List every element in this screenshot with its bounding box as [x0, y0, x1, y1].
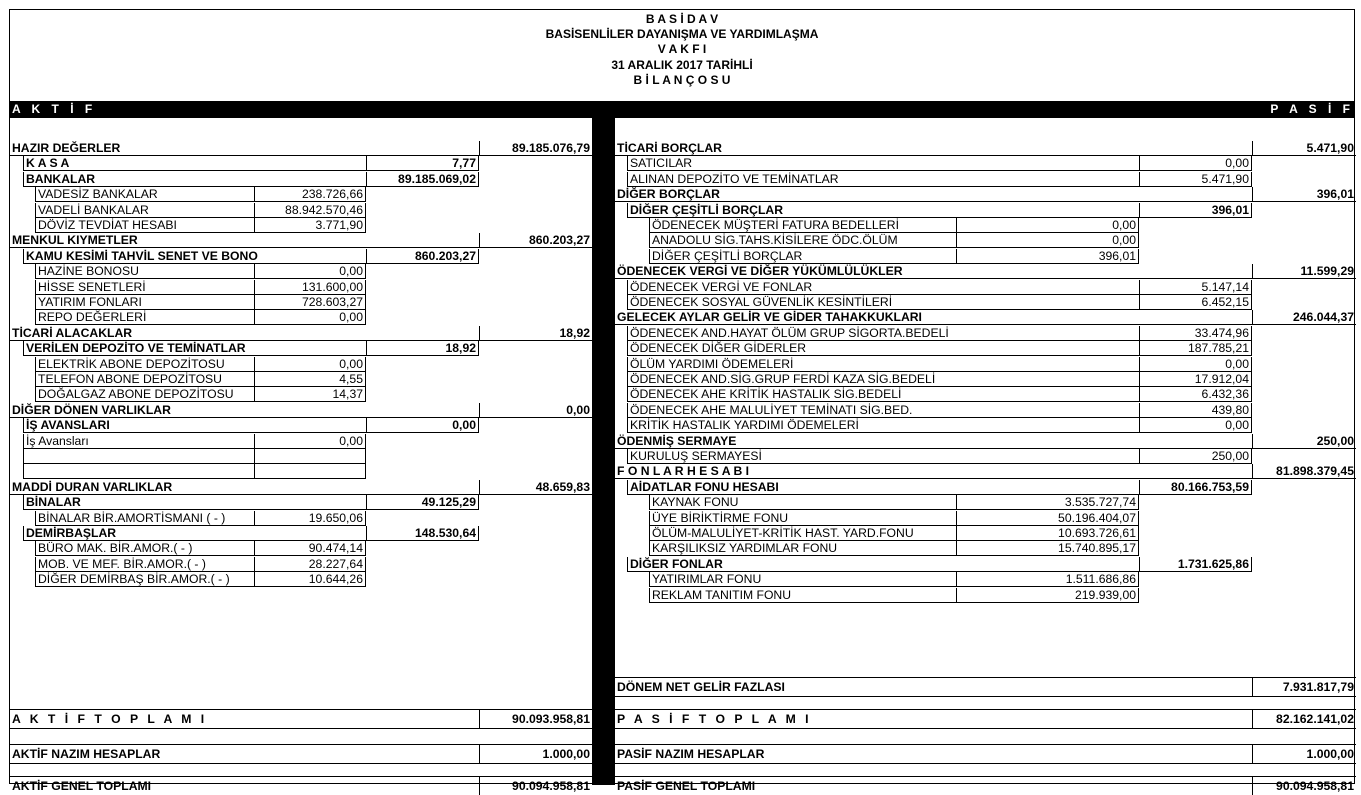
diger-cesitli-sub-label: DİĞER ÇEŞİTLİ BORÇLAR — [649, 249, 956, 264]
table-cell — [254, 449, 366, 464]
table-row — [10, 264, 592, 279]
table-cell — [23, 464, 254, 479]
pasif-toplam-value: 82.162.141,02 — [1252, 710, 1356, 728]
table-row — [615, 172, 1356, 187]
repo-value: 0,00 — [254, 310, 366, 325]
aktif-nazim-label: AKTİF NAZIM HESAPLAR — [12, 747, 161, 761]
table-row — [10, 480, 592, 495]
buro-label: BÜRO MAK. BİR.AMOR.( - ) — [35, 541, 254, 556]
vergi-fon-value: 5.147,14 — [1139, 280, 1252, 295]
table-row — [615, 249, 1356, 264]
pasif-toplam-label: P A S İ F T O P L A M I — [617, 712, 812, 726]
karsiliksiz-value: 15.740.895,17 — [956, 541, 1139, 556]
ticari-borc-total: 5.471,90 — [1252, 141, 1356, 156]
table-row — [615, 203, 1356, 218]
table-row — [10, 434, 592, 449]
pasif-nazim-row — [615, 745, 1356, 763]
row-divider — [615, 696, 1356, 697]
pasif-toplam-row — [615, 710, 1356, 728]
title-line-2: BASİSENLİLER DAYANIŞMA VE YARDIMLAŞMA — [545, 27, 819, 42]
yatirimlar-label: YATIRIMLAR FONU — [649, 572, 956, 587]
sgk-label: ÖDENECEK SOSYAL GÜVENLİK KESİNTİLERİ — [627, 295, 1139, 310]
olum-label: ÖLÜM YARDIMI ÖDEMELERİ — [627, 357, 1139, 372]
ticari-label: TİCARİ ALACAKLAR — [10, 326, 479, 341]
table-row — [10, 464, 592, 479]
row-divider — [10, 763, 592, 764]
olum-mal-label: ÖLÜM-MALULİYET-KRİTİK HAST. YARD.FONU — [649, 526, 956, 541]
yatirimlar-value: 1.511.686,86 — [956, 572, 1139, 587]
section-header-bar — [10, 101, 1354, 118]
aktif-nazim-row — [10, 745, 592, 763]
diger-dem-label: DİĞER DEMİRBAŞ BİR.AMOR.( - ) — [35, 572, 254, 587]
donem-net-row — [615, 678, 1356, 696]
ferdi-value: 17.912,04 — [1139, 372, 1252, 387]
maluliyet-value: 439,80 — [1139, 403, 1252, 418]
vadesiz-value: 238.726,66 — [254, 187, 366, 202]
aktif-toplam-value: 90.093.958,81 — [479, 710, 592, 728]
table-row — [10, 357, 592, 372]
bina-amor-value: 19.650,06 — [254, 511, 366, 526]
aidatlar-label: AİDATLAR FONU HESABI — [627, 480, 1139, 495]
hisse-value: 131.600,00 — [254, 280, 366, 295]
verilen-value: 18,92 — [366, 341, 479, 356]
table-row — [10, 326, 592, 341]
repo-label: REPO DEĞERLERİ — [35, 310, 254, 325]
kurulus-label: KURULUŞ SERMAYESİ — [627, 449, 1139, 464]
anadolu-value: 0,00 — [956, 233, 1139, 248]
table-row — [615, 449, 1356, 464]
musteri-label: ÖDENECEK MÜŞTERİ FATURA BEDELLERİ — [649, 218, 956, 233]
sgk-value: 6.452,15 — [1139, 295, 1252, 310]
donem-net-label: DÖNEM NET GELİR FAZLASI — [617, 680, 785, 694]
aktif-header: A K T İ F — [12, 102, 97, 116]
olum-mal-value: 10.693.726,61 — [956, 526, 1139, 541]
kamu-label: KAMU KESİMİ TAHVİL SENET VE BONO — [23, 249, 366, 264]
diger-borc-total: 396,01 — [1252, 187, 1356, 202]
table-row — [10, 280, 592, 295]
maddi-total: 48.659,83 — [479, 480, 592, 495]
table-row — [615, 295, 1356, 310]
menkul-label: MENKUL KIYMETLER — [10, 233, 479, 248]
bankalar-value: 89.185.069,02 — [366, 172, 479, 187]
saticilar-value: 0,00 — [1139, 156, 1252, 171]
table-row — [10, 495, 592, 510]
table-row — [615, 557, 1356, 572]
hayat-value: 33.474,96 — [1139, 326, 1252, 341]
diger-borc-label: DİĞER BORÇLAR — [615, 187, 1252, 202]
is-avans-sub-value: 0,00 — [254, 434, 366, 449]
table-row — [615, 495, 1356, 510]
pasif-genel-label: PASİF GENEL TOPLAMI — [617, 779, 756, 793]
table-row — [10, 511, 592, 526]
table-row — [10, 541, 592, 556]
hazir-degerler-label: HAZIR DEĞERLER — [10, 141, 479, 156]
diger-gider-label: ÖDENECEK DİĞER GİDERLER — [627, 341, 1139, 356]
diger-donen-label: DİĞER DÖNEN VARLIKLAR — [10, 403, 479, 418]
table-row — [10, 341, 592, 356]
table-row — [10, 295, 592, 310]
ferdi-label: ÖDENECEK AND.SİG.GRUP FERDİ KAZA SİG.BEDELİ — [627, 372, 1139, 387]
vadeli-value: 88.942.570,46 — [254, 203, 366, 218]
table-row — [10, 387, 592, 402]
kritik-yard-label: KRİTİK HASTALIK YARDIMI ÖDEMELERİ — [627, 418, 1139, 433]
table-row — [10, 156, 592, 171]
saticilar-label: SATICILAR — [627, 156, 1139, 171]
sermaye-total: 250,00 — [1252, 434, 1356, 449]
ticari-borc-label: TİCARİ BORÇLAR — [615, 141, 1252, 156]
table-row — [10, 310, 592, 325]
aktif-genel-value: 90.094.958,81 — [479, 777, 592, 795]
kasa-label: K A S A — [23, 156, 366, 171]
sermaye-label: ÖDENMİŞ SERMAYE — [615, 434, 1252, 449]
diger-cesitli-label: DİĞER ÇEŞİTLİ BORÇLAR — [627, 203, 1139, 218]
table-row — [615, 341, 1356, 356]
is-avans-label: İŞ AVANSLARI — [23, 418, 366, 433]
row-divider — [615, 728, 1356, 729]
title-line-1: B A S İ D A V — [645, 12, 719, 26]
karsiliksiz-label: KARŞILIKSIZ YARDIMLAR FONU — [649, 541, 956, 556]
kritik-value: 6.432,36 — [1139, 387, 1252, 402]
kritik-yard-value: 0,00 — [1139, 418, 1252, 433]
olum-value: 0,00 — [1139, 357, 1252, 372]
table-row — [615, 403, 1356, 418]
table-row — [615, 156, 1356, 171]
pasif-genel-row — [615, 777, 1356, 795]
maddi-label: MADDİ DURAN VARLIKLAR — [10, 480, 479, 495]
bina-amor-label: BİNALAR BİR.AMORTİSMANI ( - ) — [35, 511, 254, 526]
table-row — [10, 172, 592, 187]
reklam-label: REKLAM TANITIM FONU — [649, 588, 956, 603]
alinan-label: ALINAN DEPOZİTO VE TEMİNATLAR — [627, 172, 1139, 187]
table-row — [10, 449, 592, 464]
is-avans-sub-label: İş Avansları — [23, 434, 254, 449]
table-row — [615, 326, 1356, 341]
hazir-degerler-total: 89.185.076,79 — [479, 141, 592, 156]
balance-sheet — [9, 9, 1355, 793]
table-row — [615, 480, 1356, 495]
table-row — [10, 218, 592, 233]
aidatlar-value: 80.166.753,59 — [1139, 480, 1252, 495]
kaynak-value: 3.535.727,74 — [956, 495, 1139, 510]
elektrik-label: ELEKTRİK ABONE DEPOZİTOSU — [35, 357, 254, 372]
table-row — [615, 572, 1356, 587]
alinan-value: 5.471,90 — [1139, 172, 1252, 187]
telefon-label: TELEFON ABONE DEPOZİTOSU — [35, 372, 254, 387]
vergi-fon-label: ÖDENECEK VERGİ VE FONLAR — [627, 280, 1139, 295]
table-row — [10, 526, 592, 541]
kritik-label: ÖDENECEK AHE KRİTİK HASTALIK SİG.BEDELİ — [627, 387, 1139, 402]
table-row — [10, 557, 592, 572]
pasif-nazim-value: 1.000,00 — [1252, 745, 1356, 763]
diger-fon-value: 1.731.625,86 — [1139, 557, 1252, 572]
diger-cesitli-value: 396,01 — [1139, 203, 1252, 218]
table-row — [615, 187, 1356, 202]
uye-value: 50.196.404,07 — [956, 511, 1139, 526]
table-row — [615, 280, 1356, 295]
vergi-label: ÖDENECEK VERGİ VE DİĞER YÜKÜMLÜLÜKLER — [615, 264, 1252, 279]
aktif-toplam-label: A K T İ F T O P L A M I — [12, 712, 208, 726]
hazine-value: 0,00 — [254, 264, 366, 279]
yatirim-value: 728.603,27 — [254, 295, 366, 310]
hisse-label: HİSSE SENETLERİ — [35, 280, 254, 295]
anadolu-label: ANADOLU SİG.TAHS.KİSİLERE ÖDC.ÖLÜM — [649, 233, 956, 248]
demirbas-value: 148.530,64 — [366, 526, 479, 541]
title-line-3: V A K F I — [657, 42, 707, 57]
table-row — [615, 372, 1356, 387]
diger-gider-value: 187.785,21 — [1139, 341, 1252, 356]
table-row — [10, 187, 592, 202]
demirbas-label: DEMİRBAŞLAR — [23, 526, 366, 541]
mob-label: MOB. VE MEF. BİR.AMOR.( - ) — [35, 557, 254, 572]
center-divider — [592, 101, 615, 785]
table-row — [615, 310, 1356, 325]
maluliyet-label: ÖDENECEK AHE MALULİYET TEMİNATI SİG.BED. — [627, 403, 1139, 418]
table-cell — [23, 449, 254, 464]
dogalgaz-label: DOĞALGAZ ABONE DEPOZİTOSU — [35, 387, 254, 402]
aktif-nazim-value: 1.000,00 — [479, 745, 592, 763]
doviz-label: DÖVİZ TEVDİAT HESABI — [35, 218, 254, 233]
diger-cesitli-sub-value: 396,01 — [956, 249, 1139, 264]
aktif-genel-row — [10, 777, 592, 795]
diger-donen-total: 0,00 — [479, 403, 592, 418]
title-line-4: 31 ARALIK 2017 TARİHLİ — [611, 57, 753, 72]
buro-value: 90.474,14 — [254, 541, 366, 556]
bankalar-label: BANKALAR — [23, 172, 366, 187]
fonlar-total: 81.898.379,45 — [1252, 464, 1356, 479]
musteri-value: 0,00 — [956, 218, 1139, 233]
table-row — [615, 464, 1356, 479]
kasa-value: 7,77 — [366, 156, 479, 171]
menkul-total: 860.203,27 — [479, 233, 592, 248]
table-row — [10, 203, 592, 218]
hayat-label: ÖDENECEK AND.HAYAT ÖLÜM GRUP SİGORTA.BEDELİ — [627, 326, 1139, 341]
table-row — [10, 372, 592, 387]
hazine-label: HAZİNE BONOSU — [35, 264, 254, 279]
table-row — [10, 418, 592, 433]
diger-fon-label: DİĞER FONLAR — [627, 557, 1139, 572]
dogalgaz-value: 14,37 — [254, 387, 366, 402]
table-row — [10, 403, 592, 418]
gelecek-label: GELECEK AYLAR GELİR VE GİDER TAHAKKUKLARI — [615, 310, 1252, 325]
table-row — [10, 572, 592, 587]
table-row — [10, 249, 592, 264]
table-row — [615, 418, 1356, 433]
aktif-toplam-row — [10, 710, 592, 728]
table-row — [615, 541, 1356, 556]
table-row — [615, 264, 1356, 279]
pasif-genel-value: 90.094.958,81 — [1252, 777, 1356, 795]
donem-net-value: 7.931.817,79 — [1252, 678, 1356, 696]
pasif-nazim-label: PASİF NAZIM HESAPLAR — [617, 747, 765, 761]
kurulus-value: 250,00 — [1139, 449, 1252, 464]
row-divider — [10, 728, 592, 729]
vadeli-label: VADELİ BANKALAR — [35, 203, 254, 218]
yatirim-label: YATIRIM FONLARI — [35, 295, 254, 310]
elektrik-value: 0,00 — [254, 357, 366, 372]
is-avans-value: 0,00 — [366, 418, 479, 433]
ticari-total: 18,92 — [479, 326, 592, 341]
uye-label: ÜYE BİRİKTİRME FONU — [649, 511, 956, 526]
telefon-value: 4,55 — [254, 372, 366, 387]
pasif-header: P A S İ F — [1270, 102, 1354, 116]
binalar-label: BİNALAR — [23, 495, 366, 510]
doviz-value: 3.771,90 — [254, 218, 366, 233]
reklam-value: 219.939,00 — [956, 588, 1139, 603]
table-row — [615, 141, 1356, 156]
table-row — [10, 141, 592, 156]
kaynak-label: KAYNAK FONU — [649, 495, 956, 510]
binalar-value: 49.125,29 — [366, 495, 479, 510]
diger-dem-value: 10.644,26 — [254, 572, 366, 587]
document-title — [10, 10, 1354, 88]
mob-value: 28.227,64 — [254, 557, 366, 572]
vadesiz-label: VADESİZ BANKALAR — [35, 187, 254, 202]
table-row — [615, 387, 1356, 402]
table-row — [615, 357, 1356, 372]
table-cell — [254, 464, 366, 479]
table-row — [615, 511, 1356, 526]
table-row — [615, 434, 1356, 449]
row-divider — [615, 763, 1356, 764]
kamu-value: 860.203,27 — [366, 249, 479, 264]
gelecek-total: 246.044,37 — [1252, 310, 1356, 325]
vergi-total: 11.599,29 — [1252, 264, 1356, 279]
title-line-5: B İ L A N Ç O S U — [633, 72, 731, 87]
table-row — [615, 526, 1356, 541]
table-row — [615, 588, 1356, 603]
verilen-label: VERİLEN DEPOZİTO VE TEMİNATLAR — [23, 341, 366, 356]
fonlar-label: F O N L A R H E S A B I — [615, 464, 1252, 479]
table-row — [615, 233, 1356, 248]
table-row — [10, 233, 592, 248]
aktif-genel-label: AKTİF GENEL TOPLAMI — [12, 779, 152, 793]
table-row — [615, 218, 1356, 233]
